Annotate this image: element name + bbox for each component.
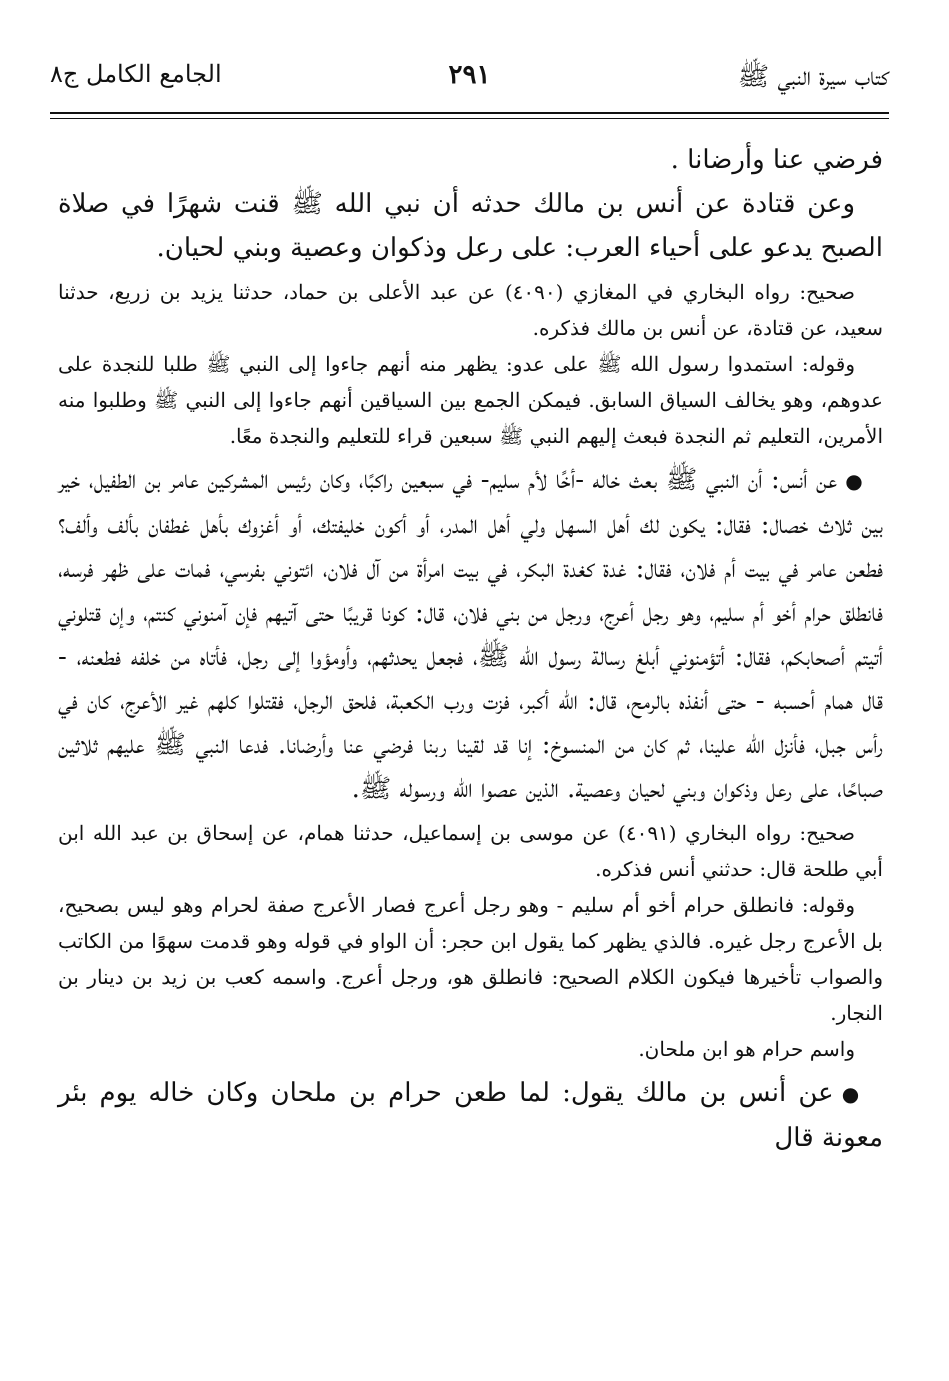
bullet-icon: ● [845,469,863,493]
paragraph-1: فرضي عنا وأرضانا . [670,145,883,175]
note-3: صحيح: رواه البخاري (٤٠٩١) عن موسى بن إسماعيل، حدثنا همام، عن إسحاق بن عبد الله ابن أبي طلحة قال: حدثني أنس فذكره. [58,821,883,881]
book-title: كتاب سيرة النبي ﷺ [737,62,889,92]
page-header [50,60,889,100]
note-1: صحيح: رواه البخاري في المغازي (٤٠٩٠) عن عبد الأعلى بن حماد، حدثنا يزيد بن زريع، حدثنا سعيد، عن قتادة، عن أنس بن مالك فذكره. [58,280,883,340]
hadith-text-3: عن أنس: أن النبي ﷺ بعث خاله -أخًا لأم سليم- في سبعين راكبًا، وكان رئيس المشركين عامر بن الطفيل، خير بين ثلاث خصال: فقال: يكون لك أهل السهل ولي أهل المدر، أو أكون خليفتك، أو أغزوك بأهل غطفان بألف وألف؟ فطعن عامر في بيت أم فلان، فقال: غدة كغدة البكر، في بيت امرأة من آل فلان، ائتوني بفرسي، فمات على ظهر فرسه، فانطلق حرام أخو أم سليم، وهو رجل أعرج، ورجل من بني فلان، قال: كونا قريبًا حتى آتيهم فإن آمنوني كنتم، وإن قتلوني أتيتم أصحابكم، فقال: أتؤمنوني أبلغ رسالة رسول الله ﷺ، فجعل يحدثهم، وأومؤوا إلى رجل، فأتاه من خلفه فطعنه، - قال همام أحسبه - حتى أنفذه بالرمح، قال: الله أكبر، فزت ورب الكعبة، فلحق الرجل، فقتلوا كلهم غير الأعرج، كان في رأس جبل، فأنزل الله علينا، ثم كان من المنسوخ: إنا قد لقينا ربنا فرضي عنا وأرضانا. فدعا النبي ﷺ عليهم ثلاثين صباحًا، على رعل وذكوان وبني لحيان وعصية. الذين عصوا الله ورسوله ﷺ. [58,465,883,804]
hadith-paragraph-3 [58,458,883,811]
page-number: ٢٩١ [448,60,491,90]
note-5: واسم حرام هو ابن ملحان. [638,1037,855,1061]
note-4: وقوله: فانطلق حرام أخو أم سليم - وهو رجل أعرج فصار الأعرج صفة لحرام وهو ليس بصحيح، بل الأعرج رجل غيره. فالذي يظهر كما يقول ابن حجر: أن الواو في قوله وهو قدمت سهوًا من الكاتب والصواب تأخيرها فيكون الكلام الصحيح: فانطلق هو، ورجل أعرج. واسمه كعب بن زيد بن دينار بن النجار. [58,893,883,1025]
page-body [58,138,883,1160]
hadith-text-4: عن أنس بن مالك يقول: لما طعن حرام بن ملحان وكان خاله يوم بئر معونة قال [58,1078,883,1153]
hadith-paragraph-4 [58,1071,883,1160]
paragraph-2: وعن قتادة عن أنس بن مالك حدثه أن نبي الله ﷺ قنت شهرًا في صلاة الصبح يدعو على أحياء العرب: على رعل وذكوان وعصية وبني لحيان. [58,189,883,263]
header-rule-thin [50,118,889,119]
note-2: وقوله: استمدوا رسول الله ﷺ على عدو: يظهر منه أنهم جاءوا إلى النبي ﷺ طلبا للنجدة على عدوهم، وهو يخالف السياق السابق. فيمكن الجمع بين السياقين أنهم جاءوا إلى النبي ﷺ وطلبوا منه الأمرين، التعليم ثم النجدة فبعث إليهم النبي ﷺ سبعين قراء للتعليم والنجدة معًا. [58,352,883,448]
series-title: الجامع الكامل ج٨ [50,60,222,88]
header-rule-thick [50,112,889,114]
bullet-icon: ● [841,1082,863,1106]
